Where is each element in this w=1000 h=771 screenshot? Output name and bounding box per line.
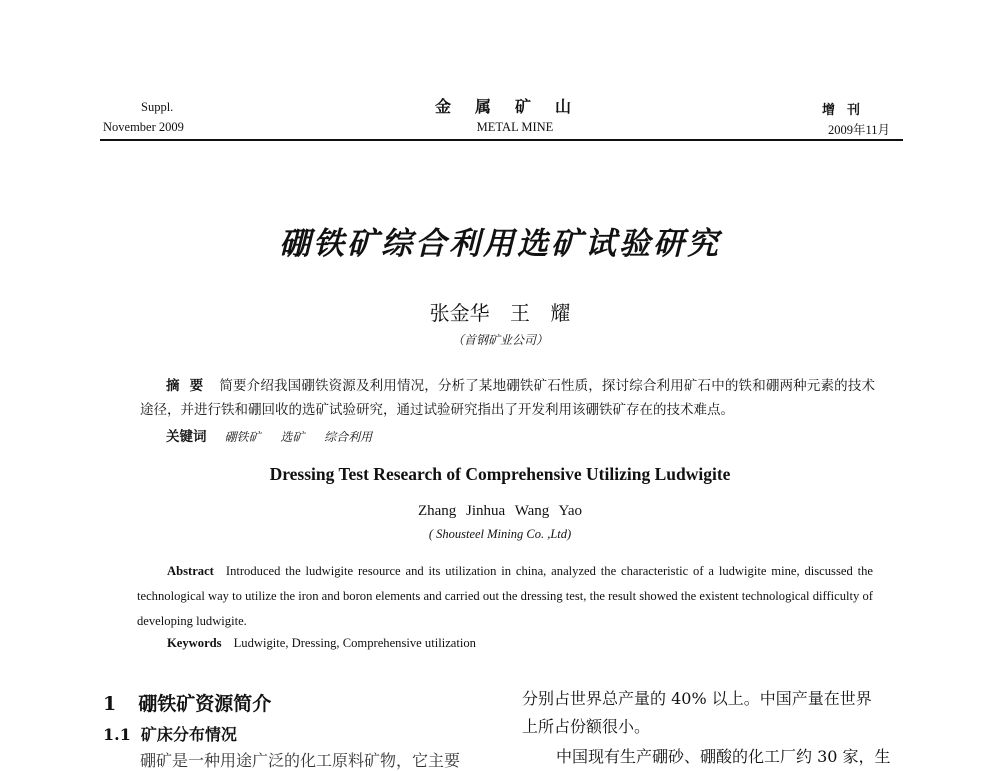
affiliation-cn: （首钢矿业公司） xyxy=(451,333,548,347)
keywords-cn-label: 关键词 xyxy=(166,429,207,445)
abstract-en-label: Abstract xyxy=(167,564,214,578)
abstract-en-text: Introduced the ludwigite resource and its utilization in china, analyzed the characteristic of a ludwigite mine, discussed the technological way to utilize the iron and boron elements and carried out the dressing test, the result showed the existent technological difficulty of developing ludwigite. xyxy=(137,564,873,628)
abstract-cn-label: 摘要 xyxy=(166,378,214,394)
journal-supplement-label-cn: 增刊 xyxy=(821,103,872,118)
journal-date-cn: 2009年11月 xyxy=(827,123,890,137)
journal-date-en: November 2009 xyxy=(103,120,184,134)
keywords-cn-text: 硼铁矿 选矿 综合利用 xyxy=(224,430,373,444)
affiliation-en: ( Shousteel Mining Co. ,Ltd) xyxy=(428,527,572,541)
abstract-cn xyxy=(140,374,875,422)
section-1-number: 1 xyxy=(103,693,117,715)
paper-title-en: Dressing Test Research of Comprehensive Utilizing Ludwigite xyxy=(269,464,731,484)
body-right-line-3: 中国现有生产硼砂、硼酸的化工厂约 30 家，生 xyxy=(556,747,891,766)
section-1-1-number: 1.1 xyxy=(103,725,131,744)
keywords-en-text: Ludwigite, Dressing, Comprehensive utilization xyxy=(233,636,476,650)
keywords-en-label: Keywords xyxy=(167,636,222,650)
section-1-1-title: 矿床分布情况 xyxy=(140,725,237,744)
paper-title-cn: 硼铁矿综合利用选矿试验研究 xyxy=(279,226,721,262)
journal-name-en: METAL MINE xyxy=(476,120,554,134)
keywords-en xyxy=(167,636,476,651)
authors-cn: 张金华 王 耀 xyxy=(429,301,571,325)
section-1-title: 硼铁矿资源简介 xyxy=(138,693,272,715)
section-1-1-heading xyxy=(103,722,237,745)
journal-name-cn: 金属矿山 xyxy=(434,97,595,116)
body-right-line-2: 上所占份额很小。 xyxy=(522,717,651,736)
keywords-cn xyxy=(166,425,372,445)
body-left-paragraph: 硼矿是一种用途广泛的化工原料矿物，它主要 xyxy=(140,751,461,770)
abstract-en xyxy=(137,559,873,634)
journal-supplement-label: Suppl. xyxy=(141,100,174,114)
header-rule xyxy=(100,139,903,141)
body-right-line-1: 分别占世界总产量的 40% 以上。中国产量在世界 xyxy=(522,689,872,708)
section-1-heading xyxy=(103,689,271,716)
abstract-cn-text: 简要介绍我国硼铁资源及利用情况，分析了某地硼铁矿石性质，探讨综合利用矿石中的铁和硼两种元素的技术途径，并进行铁和硼回收的选矿试验研究，通过试验研究指出了开发利用该硼铁矿存在的技术难点。 xyxy=(140,378,876,418)
authors-en: Zhang Jinhua Wang Yao xyxy=(417,503,582,519)
